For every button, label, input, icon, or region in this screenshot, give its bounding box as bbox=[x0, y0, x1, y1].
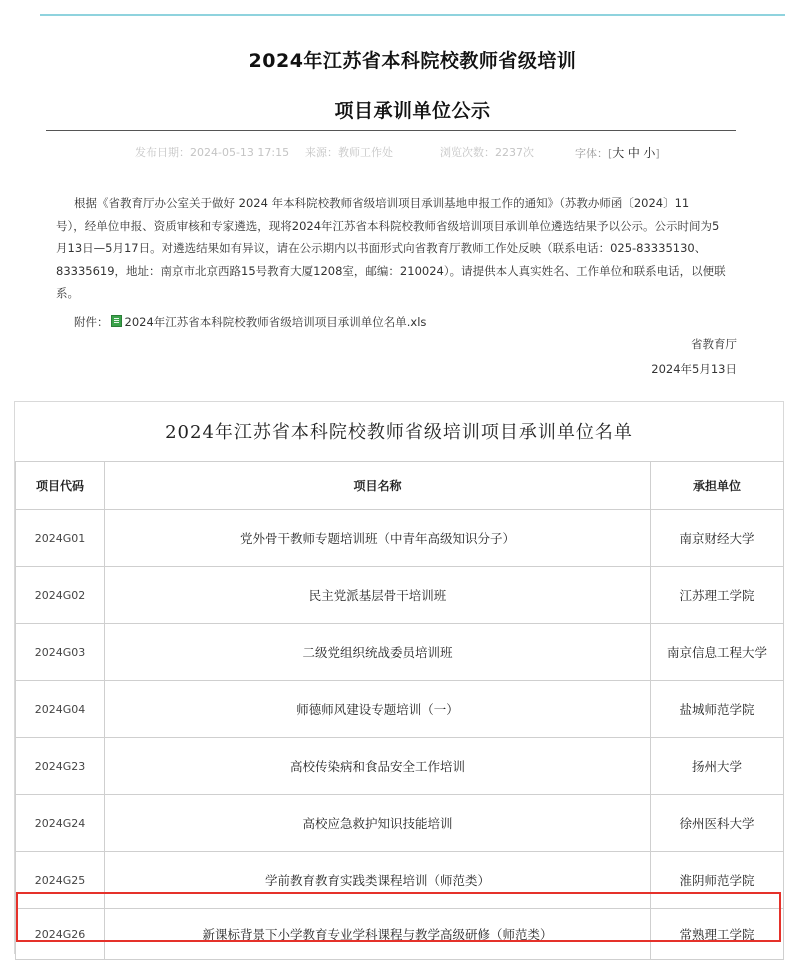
publish-date-label: 发布日期： bbox=[135, 146, 190, 159]
body-line: 根据《省教育厅办公室关于做好 2024 年本科院校教师省级培训项目承训基地申报工作的通知》（苏教办师函〔2024〕11 bbox=[74, 196, 690, 210]
header-unit: 承担单位 bbox=[651, 462, 784, 510]
publish-date-value: 2024-05-13 17:15 bbox=[190, 146, 290, 159]
table-row bbox=[16, 624, 784, 681]
cell-code: 2024G03 bbox=[16, 624, 105, 681]
unit-table bbox=[15, 461, 784, 960]
cell-unit: 徐州医科大学 bbox=[651, 795, 784, 852]
table-row bbox=[16, 852, 784, 909]
cell-unit: 南京信息工程大学 bbox=[651, 624, 784, 681]
notice-body bbox=[56, 192, 746, 305]
body-line: 83335619，地址：南京市北京西路15号教育大厦1208室，邮编：210024）。请提供本人真实姓名、工作单位和联系电话，以便联 bbox=[56, 263, 726, 278]
cell-unit: 盐城师范学院 bbox=[651, 681, 784, 738]
header-name: 项目名称 bbox=[105, 462, 651, 510]
cell-code: 2024G23 bbox=[16, 738, 105, 795]
table-row bbox=[16, 681, 784, 738]
cell-code: 2024G26 bbox=[16, 909, 105, 960]
cell-name: 二级党组织统战委员培训班 bbox=[105, 624, 651, 681]
cell-unit: 常熟理工学院 bbox=[651, 909, 784, 960]
table-header-row bbox=[16, 462, 784, 510]
cell-name: 高校传染病和食品安全工作培训 bbox=[105, 738, 651, 795]
font-large-button[interactable]: 大 bbox=[612, 146, 625, 160]
body-line: 月13日—5月17日。对遴选结果如有异议，请在公示期内以书面形式向省教育厅教师工作处反映（联系电话：025-83335130、 bbox=[56, 241, 707, 255]
notice-title-line2: 项目承训单位公示 bbox=[334, 100, 491, 122]
cell-code: 2024G25 bbox=[16, 852, 105, 909]
font-medium-button[interactable]: 中 bbox=[627, 146, 640, 160]
signature-date: 2024年5月13日 bbox=[651, 362, 737, 376]
view-count bbox=[440, 144, 534, 160]
table-row bbox=[16, 795, 784, 852]
notice-title-line1: 2024年江苏省本科院校教师省级培训 bbox=[248, 50, 577, 72]
table-row bbox=[16, 738, 784, 795]
cell-code: 2024G01 bbox=[16, 510, 105, 567]
view-count-value: 2237次 bbox=[495, 146, 534, 159]
excel-file-icon bbox=[111, 315, 122, 327]
cell-unit: 淮阴师范学院 bbox=[651, 852, 784, 909]
cell-unit: 扬州大学 bbox=[651, 738, 784, 795]
body-line: 号），经单位申报、资质审核和专家遴选，现将2024年江苏省本科院校教师省级培训项目承训单位遴选结果予以公示。公示时间为5 bbox=[56, 218, 720, 233]
attachment-row bbox=[74, 314, 426, 330]
table-row-highlighted bbox=[16, 909, 784, 960]
attachment-link[interactable]: 2024年江苏省本科院校教师省级培训项目承训单位名单.xls bbox=[124, 315, 427, 329]
table-row bbox=[16, 567, 784, 624]
body-line: 系。 bbox=[56, 286, 79, 300]
list-title: 2024年江苏省本科院校教师省级培训项目承训单位名单 bbox=[165, 422, 633, 443]
cell-name: 民主党派基层骨干培训班 bbox=[105, 567, 651, 624]
title-divider bbox=[46, 130, 736, 131]
cell-name: 新课标背景下小学教育专业学科课程与教学高级研修（师范类） bbox=[105, 909, 651, 960]
source-label: 来源： bbox=[305, 146, 338, 159]
publish-date bbox=[135, 144, 289, 160]
notice-article bbox=[40, 16, 785, 391]
cell-name: 高校应急救护知识技能培训 bbox=[105, 795, 651, 852]
cell-name: 学前教育教育实践类课程培训（师范类） bbox=[105, 852, 651, 909]
source-value: 教师工作处 bbox=[338, 146, 393, 159]
unit-list-panel bbox=[14, 401, 784, 954]
attachment-label: 附件： bbox=[74, 315, 109, 329]
signature-org: 省教育厅 bbox=[691, 337, 737, 351]
view-count-label: 浏览次数： bbox=[440, 146, 495, 159]
cell-unit: 江苏理工学院 bbox=[651, 567, 784, 624]
header-code: 项目代码 bbox=[16, 462, 105, 510]
source bbox=[305, 144, 393, 160]
cell-code: 2024G04 bbox=[16, 681, 105, 738]
cell-name: 师德师风建设专题培训（一） bbox=[105, 681, 651, 738]
font-small-button[interactable]: 小 bbox=[643, 146, 656, 160]
cell-unit: 南京财经大学 bbox=[651, 510, 784, 567]
font-size-control: 字体：[大 中 小] bbox=[575, 146, 660, 160]
font-size-label: 字体： bbox=[575, 147, 608, 160]
cell-code: 2024G02 bbox=[16, 567, 105, 624]
cell-code: 2024G24 bbox=[16, 795, 105, 852]
table-row bbox=[16, 510, 784, 567]
cell-name: 党外骨干教师专题培训班（中青年高级知识分子） bbox=[105, 510, 651, 567]
